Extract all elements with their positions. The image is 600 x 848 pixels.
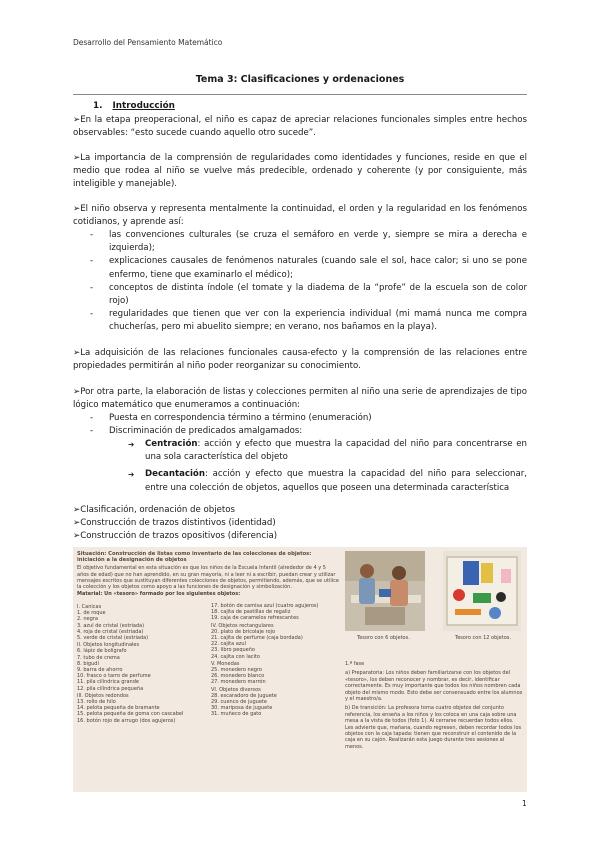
title-divider — [73, 94, 527, 95]
object-list-item: 22. cajita azul — [211, 641, 246, 648]
paragraph-5: ➢Por otra parte, la elaboración de listas y colecciones permiten al niño una serie de aprendizajes de tipo lógico matemático que enumeramos a continuación: — [73, 387, 527, 411]
object-list-left — [77, 603, 205, 724]
object-list-item: 4. roja de cristal (estriada) — [77, 628, 144, 635]
object-list-item: 24. cajita con lacito — [211, 653, 260, 660]
object-list-item: 21. cajita de perfume (caja bordada) — [211, 635, 303, 642]
object-list-item: III. Objetos redondos — [77, 692, 129, 699]
predicate-term: Centración — [145, 439, 198, 449]
object-list-item: II. Objetos longitudinales — [77, 642, 140, 649]
object-list-item: 17. botón de camisa azul (cuatro agujeros) — [211, 603, 319, 609]
object-list-item: 11. pila cilíndrica grande — [77, 679, 139, 686]
predicate-item — [130, 438, 527, 464]
textbook-figure — [73, 547, 527, 792]
list-item: - las convenciones culturales (se cruza el semáforo en verde y, siempre se mira a derecha e izquierda); — [90, 229, 527, 255]
treasure-box-image — [443, 551, 521, 631]
object-list-item: 16. botón rojo de arrugo (dos agujeros) — [77, 717, 176, 724]
list-item: - regularidades que tienen que ver con la experiencia individual (mi mamá nunca me compra chucherías, pero mi abuelito siempre; en verano, nos bañamos en la playa). — [90, 308, 527, 334]
running-header: Desarrollo del Pensamiento Matemático — [73, 38, 223, 47]
object-list-item: 27. monedero marrón — [211, 679, 266, 686]
object-list-item: 12. pila cilíndrica pequeña — [77, 685, 144, 692]
list-item: - explicaciones causales de fenómenos naturales (cuando sale el sol, hace calor; si uno se pone enfermo, tiene que examinarlo el médico); — [90, 255, 527, 281]
object-list-item: 19. caja de caramelos refrescantes — [211, 615, 299, 622]
figure-intro: El objetivo fundamental en esta situación es que los niños de la Escuela Infantil (alrededor de 4 y 5 años de edad) que no han aprendido, en su gran mayoría, ni a leer ni a escribir, puedan crear y utilizar mensajes escritos que sustituyan diferentes colecciones de objetos, permitiendo, además, que se utilice la colección y los objetos como apoyo a las funciones de designación y simbolización. — [77, 565, 339, 591]
object-list-item: 20. plato de bricolaje rojo — [211, 628, 276, 635]
object-list-item: 3. azul de cristal (estriada) — [77, 622, 145, 629]
logic-list — [90, 412, 527, 438]
figure-text-column — [77, 551, 339, 789]
object-list-item: 14. pelota pequeña de bramante — [77, 705, 160, 712]
object-list-item: 25. monedero negro — [211, 667, 262, 674]
bullet-line: ➢Construcción de trazos opositivos (diferencia) — [73, 531, 278, 541]
object-list-item: 10. frasco o tarro de perfume — [77, 673, 151, 680]
predicate-term: Decantación — [145, 469, 205, 480]
object-list-item: 15. pelota pequeña de goma con cascabel — [77, 711, 184, 718]
section-number: 1. — [93, 101, 103, 111]
object-list-item: VI. Objetos diversos — [211, 686, 261, 693]
section-label: Introducción — [112, 101, 175, 111]
list-item: - conceptos de distinta índole (el tomate y la diadema de la “profe” de la escuela son de color rojo) — [90, 282, 527, 308]
object-list-item: 7. tubo de crema — [77, 654, 120, 661]
figure-materials-label: Material: Un «tesoro» formado por los siguientes objetos: — [77, 591, 241, 598]
note-transicion: b) De transición: La profesora toma cuatro objetos del conjunto referencia, los enseña a los niños y los coloca en una caja sobre una mesa a la vista de todos (foto 1). Al cerrarse recuerdan todos ellos. Les advierte que, mañana, cuando regresen, deben recordar todos los objetos con la caja tapada: tienen que reconstruir el contenido de la caja en su cajón. Realizarán esta juego durante tres sesiones al menos. — [345, 705, 522, 750]
object-list-item: 30. mariposa de juguete — [211, 705, 273, 712]
paragraph-4: ➢La adquisición de las relaciones funcionales causa-efecto y la comprensión de las relaciones entre propiedades permitirán al niño poder reorganizar su conocimiento. — [73, 348, 527, 372]
object-list-item: 31. muñeco de gato — [211, 711, 262, 718]
figure-notes — [345, 661, 523, 750]
object-list-item: 28. escaradoro de juguete — [211, 692, 277, 699]
figure-photo-column — [345, 551, 523, 789]
predicate-text: : acción y efecto que muestra la capacidad del niño para seleccionar, entre una colección de objetos, aquellos que poseen una determinada característica — [145, 469, 527, 493]
paragraph-2: ➢La importancia de la comprensión de regularidades como identidades y funciones, reside en que el medio que rodea al niño se vuelve más predecible, ordenado y coherente (y por consiguiente, más inteligible y manejable). — [73, 153, 527, 190]
paragraph-1: ➢En la etapa preoperacional, el niño es capaz de apreciar relaciones funcionales simples entre hechos observables: “esto sucede cuando aquello otro sucede”. — [73, 115, 527, 139]
predicate-text: : acción y efecto que muestra la capacidad del niño para concentrarse en una sola característica del objeto — [145, 439, 527, 463]
object-list-item: 18. cajita de pastillas de regaliz — [211, 609, 291, 616]
predicate-list — [130, 438, 527, 499]
note-preparatoria: a) Preparatoria: Los niños deben familiarizarse con los objetos del «tesoro», los deben reconocer y nombrar, es decir, identificar correctamente. Es muy importante que todos los niños nombren cada objeto del mismo modo. Esto debe ser consensuado entre los alumnos y el maestro/a. — [345, 670, 523, 703]
children-at-table-image — [345, 551, 425, 631]
photo-caption-left: Tesoro con 6 objetos. — [357, 635, 410, 641]
object-list-item: 5. verde de cristal (estriada) — [77, 635, 149, 642]
photo-caption-right: Tesoro con 12 objetos. — [455, 635, 511, 641]
object-list-right — [211, 603, 339, 718]
object-list-item: I. Canicas — [77, 604, 102, 610]
object-list-item: 26. monedero blanco — [211, 673, 265, 680]
note-phase: 1.ª fase — [345, 661, 365, 667]
object-list-item: 8. bigudí — [77, 660, 99, 667]
classroom-photo — [345, 551, 425, 631]
page-number: 1 — [522, 799, 527, 808]
object-list-item: IV. Objetos rectangulares — [211, 622, 274, 629]
paragraph-3: ➢El niño observa y representa mentalmente la continuidad, el orden y la regularidad en los fenómenos cotidianos, y aprende así: — [73, 204, 527, 228]
object-list-item: V. Monedas — [211, 660, 240, 667]
treasure-box-photo — [443, 551, 521, 631]
predicate-item — [130, 468, 527, 494]
list-item: - Puesta en correspondencia término a término (enumeración) — [90, 412, 527, 425]
object-list-item: 29. cuenco de juguete — [211, 699, 267, 706]
object-list-item: 9. barra de ahorro — [77, 667, 123, 674]
object-list-item: 13. rollo de hilo — [77, 699, 116, 706]
list-item: - Discriminación de predicados amalgamados: — [90, 425, 527, 438]
object-list-item: 2. negra — [77, 616, 98, 623]
object-list-item: 1. de roque — [77, 610, 106, 617]
page-title: Tema 3: Clasificaciones y ordenaciones — [195, 74, 405, 85]
figure-title: Situación: Construcción de listas como inventario de las colecciones de objetos: iniciación a la designación de objetos — [77, 551, 312, 564]
object-list-item: 6. lápiz de bolígrafo — [77, 648, 127, 655]
section-heading — [93, 101, 175, 111]
object-list-item: 23. libro pequeño — [211, 647, 255, 654]
bullet-line: ➢Construcción de trazos distintivos (identidad) — [73, 518, 276, 528]
bullet-line: ➢Clasificación, ordenación de objetos — [73, 505, 236, 515]
learn-list — [90, 229, 527, 335]
